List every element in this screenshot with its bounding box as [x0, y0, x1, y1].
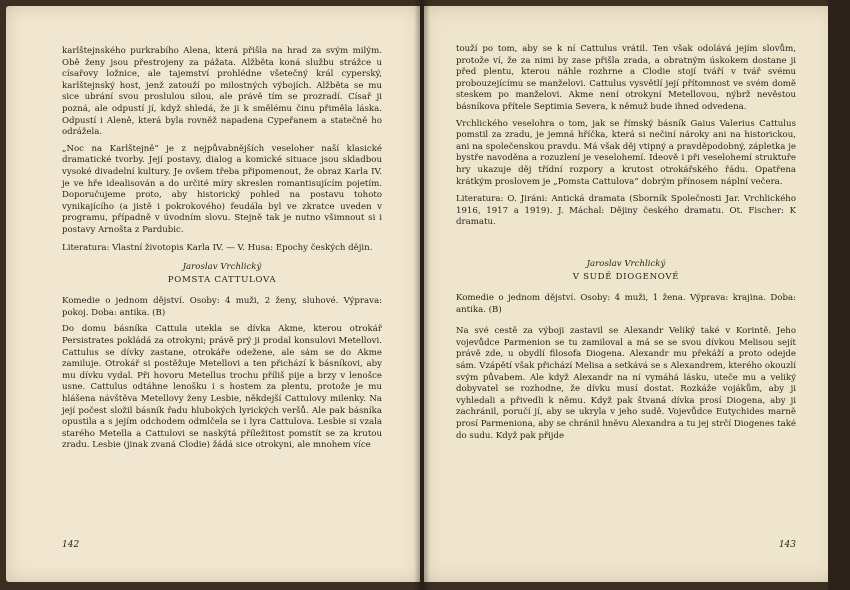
- dark-edge: [828, 0, 850, 590]
- paragraph: Vrchlického veselohra o tom, jak se římský básník Gaius Valerius Cattulus pomstil za zradu, je jemná hříčka, která si nečiní nároky ani na historickou, ani na společenskou pravdu. Má však děj vtipný a pravděpodobný, zápletka je bystře navoděna a rozuzlení je veselohemí. Ideově i při veselohemí struktuře hry ukazuje děj třídní rozpory a krutost otrokářského řádu. Opatřena krátkým proslovem je „Pomsta Cattulova“ dobrým přínosem náplní večera.: [456, 118, 796, 187]
- book-gutter: [414, 0, 430, 590]
- right-page-content: [456, 44, 796, 447]
- play-title: POMSTA CATTULOVA: [167, 274, 277, 285]
- left-page: [6, 6, 420, 582]
- right-page: [424, 6, 836, 582]
- literature-note: Literatura: O. Jiráni: Antická dramata (Sborník Společnosti Jar. Vrchlického 1916, 1917 a 1919). J. Máchal: Dějiny českého dramatu. Ot. Fischer: K dramatu.: [456, 194, 796, 228]
- paragraph: karlštejnského purkrabího Alena, která přišla na hrad za svým milým. Obě ženy jsou přestrojeny za pážata. Alžběta koná službu strážce u císařovy ložnice, ale tajemství prohlédne všetečný král cyperský, karlštejnský host, jenž zatouží po milostných výbojích. Alžběta se mu sice ubrání svou proslulou silou, ale právě tím se prozradí. Císař ji pozná, ale odpustí jí, když shledá, že ji k smělému činu přiměla láska. Odpustí i Aleně, která byla rovněž napadena Cypeřanem a statečně ho odrážela.: [62, 46, 382, 138]
- page-number: 143: [778, 540, 796, 550]
- play-title: V SUDĚ DIOGENOVĚ: [572, 271, 680, 282]
- author-name: Jaroslav Vrchlický: [586, 258, 666, 269]
- author-name: Jaroslav Vrchlický: [182, 262, 262, 273]
- play-info: Komedie o jednom dějství. Osoby: 4 muži, 2 ženy, sluhové. Výprava: pokoj. Doba: antika. (B): [62, 296, 382, 318]
- synopsis: Do domu básníka Cattula utekla se dívka Akme, kterou otrokář Persistrates pokládá za otrokyni; právě prý ji prodal konsulovi Metellovi. Cattulus se dívky zastane, otrokáře odežene, ale sám se do Akme zamiluje. Otrokář si postěžuje Metellovi a ten přichází k básníkovi, aby mu dívku vydal. Při hovoru Metellus trochu příliš pije a brzy v lenošce usne. Cattulus odtáhne lenošku i s hostem za plentu, protože je mu hlášena návštěva Metellovy ženy Lesbie, někdejší Cattulovy milenky. Na její počest složil básník řadu hlubokých lyrických veršů. Ale pak básníka opustila a s jejím odchodem odmlčela se i lyra Cattulova. Lesbie si vzala starého Metella a Cattulovi se naskýtá příležitost pomstít se za krutou zradu. Lesbie (jinak zvaná Clodie) žádá sice otrokyni, ale mnohem více: [62, 324, 382, 451]
- left-page-content: [62, 46, 382, 457]
- paragraph: „Noc na Karlštejně“ je z nejpůvabnějších veseloher naší klasické dramatické tvorby. Její postavy, dialog a komické situace jsou skladbou vysoké divadelní kultury. Je ovšem třeba připomenout, že obraz Karla IV. je ve hře idealisován a do určité míry skreslen romantisujícím pojetím. Doporučujeme proto, aby historický pohled na postavu tohoto vynikajícího (a jistě i pokrokového) feudála byl ve zkratce uveden v programu, případně v úvodním slovu. Stejně tak je nutno všimnout si i postavy Arnošta z Pardubic.: [62, 143, 382, 235]
- page-number: 142: [62, 540, 80, 550]
- paragraph: touží po tom, aby se k ní Cattulus vrátil. Ten však odolává jejím slovům, protože ví, že za nimi by zase přišla zrada, a obratným úskokem dostane ji před plentu, kterou náhle rozhrne a Clodie stojí tváří v tvář svému probouzejícímu se manželovi. Cattulus vysvětlí její přítomnost ve svém domě steskem po manželovi. Akme není otrokyní Metellovou, nýbrž nevěstou básníkova přítele Septimia Severa, k němuž bude ihned odvedena.: [456, 44, 796, 112]
- literature-note: Literatura: Vlastní životopis Karla IV. — V. Husa: Epochy českých dějin.: [62, 242, 373, 253]
- synopsis: Na své cestě za výboji zastavil se Alexandr Veliký také v Korintě. Jeho vojevůdce Parmenion se tu zamiloval a má se se svou dívkou Melisou sejít právě zde, u obydlí filosofa Diogena. Alexandr mu překáží a proto odejde sám. Vzápětí však přichází Melisa a setkává se s Alexandrem, kterého okouzlí svým půvabem. Ale když Alexandr na ní vymáhá lásku, uteče mu a veliký dobyvatel se rozhodne, že dívku musí dostat. Rozkáže vojákům, aby ji vyhledali a přivedli k němu. Když pak štvaná dívka prosí Diogena, aby ji zachránil, poručí jí, aby se ukryla v jeho sudě. Vojevůdce Eutychides marně prosí Parmeniona, aby se chránil hněvu Alexandra a tu jej strčí Diogenes také do sudu. Když pak přijde: [456, 326, 796, 441]
- play-info: Komedie o jednom dějství. Osoby: 4 muži, 1 žena. Výprava: krajina. Doba: antika. (B): [456, 293, 796, 315]
